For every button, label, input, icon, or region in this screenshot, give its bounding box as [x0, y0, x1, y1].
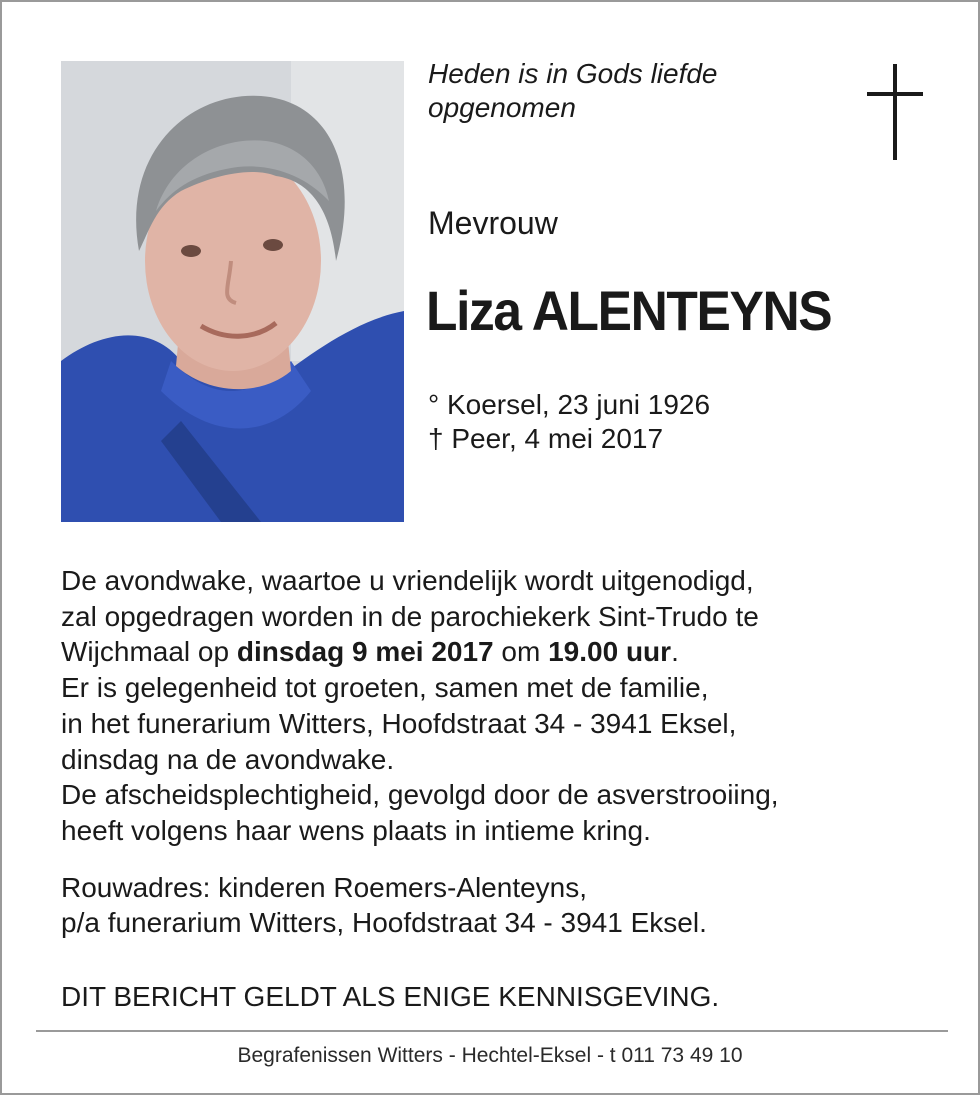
body-line: dinsdag na de avondwake. [61, 743, 395, 775]
deceased-name: Liza ALENTEYNS [426, 279, 832, 342]
footer-divider [36, 1030, 948, 1032]
death-symbol: † [428, 423, 444, 454]
portrait-illustration [61, 61, 404, 522]
birth-text: Koersel, 23 juni 1926 [446, 389, 711, 420]
body-line-with-date [61, 634, 941, 670]
body-text-fragment: . [671, 636, 679, 668]
body-line: De avondwake, waartoe u vriendelijk wordt uitgenodigd, [61, 565, 754, 596]
mourning-address [61, 870, 707, 940]
latin-cross-icon [867, 64, 923, 160]
death-line [428, 422, 710, 456]
birth-symbol: ° [428, 389, 440, 420]
body-line: heeft volgens haar wens plaats in intieme kring. [61, 814, 651, 846]
address-line-2: p/a funerarium Witters, Hoofdstraat 34 - 3941 Eksel. [61, 907, 707, 938]
official-notice: DIT BERICHT GELDT ALS ENIGE KENNISGEVING. [61, 981, 720, 1012]
life-dates [428, 388, 710, 456]
body-text-fragment: Wijchmaal op [61, 636, 237, 668]
body-line: in het funerarium Witters, Hoofdstraat 34 - 3941 Eksel, [61, 707, 737, 739]
address-line-1: Rouwadres: kinderen Roemers-Alenteyns, [61, 872, 588, 903]
funeral-home-footer: Begrafenissen Witters - Hechtel-Eksel - t 011 73 49 10 [237, 1044, 743, 1067]
portrait-photo [61, 61, 404, 522]
announcement-body [61, 563, 941, 849]
body-line: De afscheidsplechtigheid, gevolgd door de asverstrooiing, [61, 779, 779, 811]
intro-phrase [428, 57, 828, 125]
intro-line-1: Heden is in Gods liefde [428, 58, 718, 89]
salutation: Mevrouw [428, 205, 558, 241]
body-text-fragment: om [493, 636, 549, 668]
intro-line-2: opgenomen [428, 92, 576, 123]
wake-date: dinsdag 9 mei 2017 [236, 636, 494, 668]
body-line: Er is gelegenheid tot groeten, samen met de familie, [61, 672, 709, 704]
body-line: zal opgedragen worden in de parochiekerk Sint-Trudo te [61, 600, 759, 632]
cross-vertical-bar [893, 64, 897, 160]
cross-horizontal-bar [867, 92, 923, 96]
death-text: Peer, 4 mei 2017 [451, 423, 664, 454]
wake-time: 19.00 uur [548, 636, 672, 668]
birth-line [428, 388, 710, 422]
